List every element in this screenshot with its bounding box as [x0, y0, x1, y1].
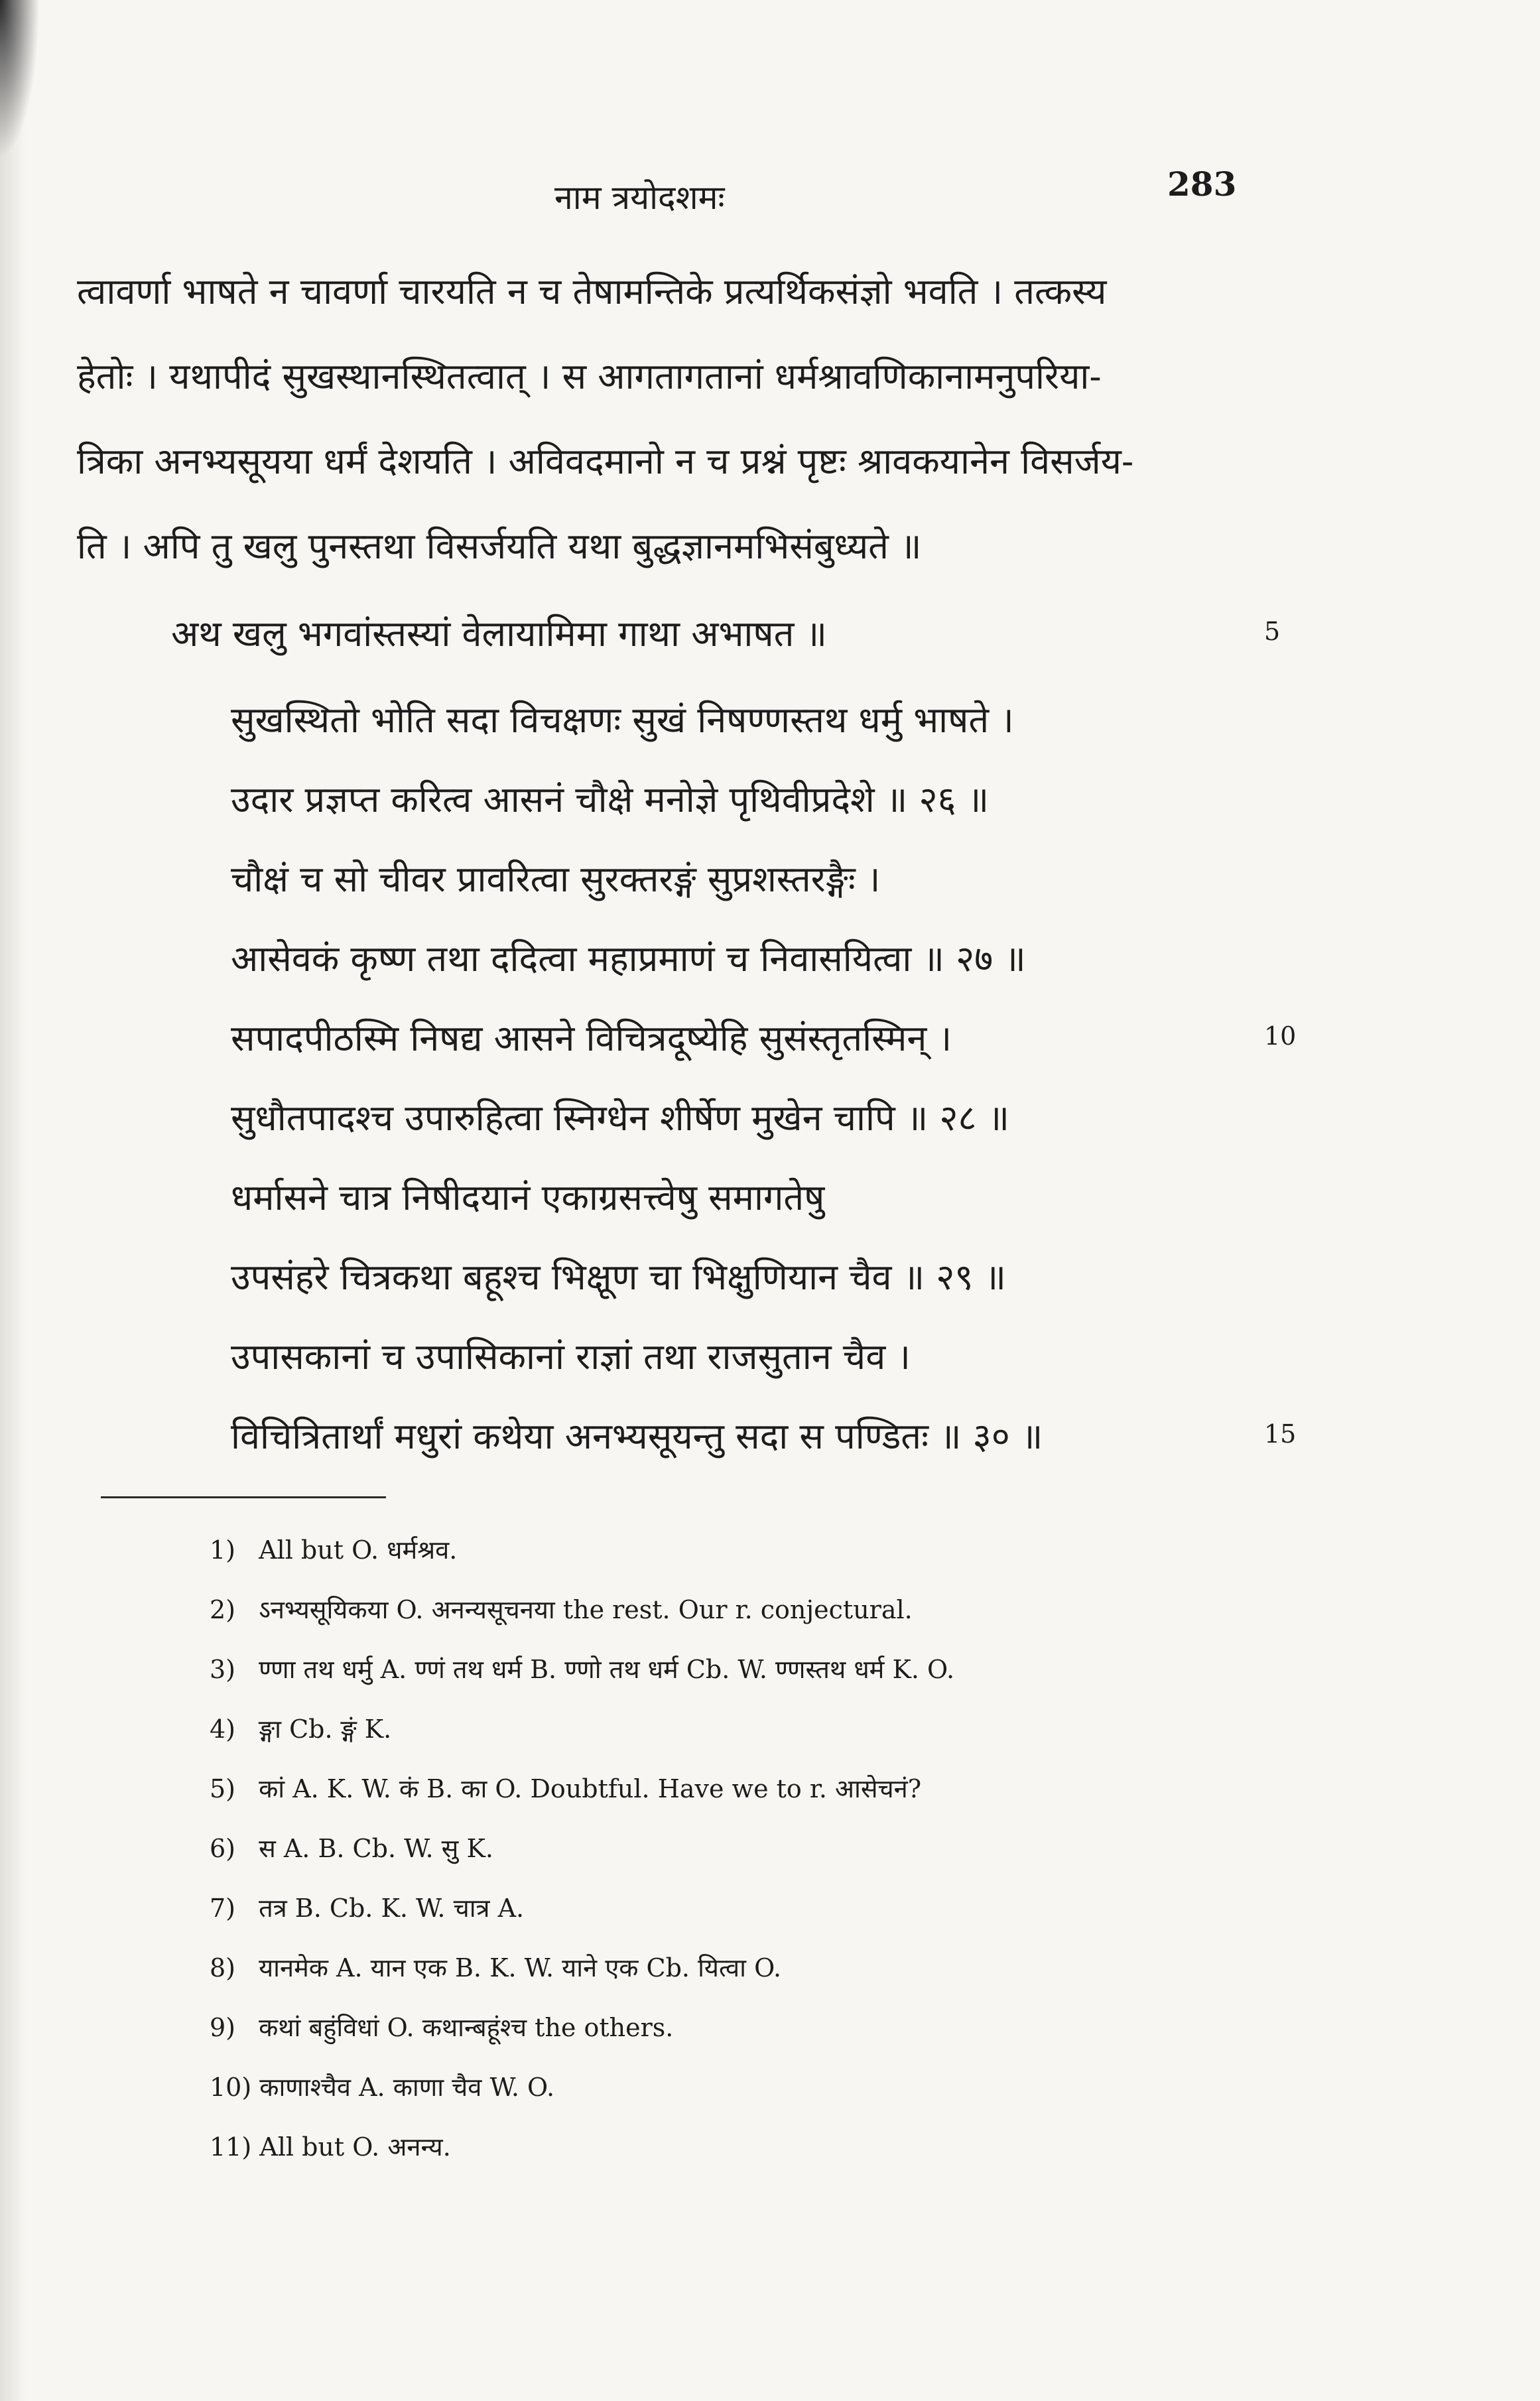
footnote-8	[210, 1950, 781, 1984]
running-header: नाम त्रयोदशमः	[554, 178, 725, 217]
footnote-2	[210, 1592, 913, 1626]
footnote-text: यानमेक A. यान एक B. K. W. याने एक Cb. यित्वा O.	[259, 1953, 782, 1982]
verse-line-8: उपसंहरे चित्रकथा बहूश्च भिक्षूण चा भिक्षुणियान चैव ॥ २९ ॥	[231, 1256, 1006, 1298]
footnote-7	[210, 1890, 524, 1925]
verse-line-2: उदार प्रज्ञप्त करित्व आसनं चौक्षे मनोज्ञे पृथिवीप्रदेशे ॥ २६ ॥	[231, 779, 990, 820]
prose-line-3: त्रिका अनभ्यसूयया धर्मं देशयति । अविवदमानो न च प्रश्नं पृष्टः श्रावकयानेन विसर्जय-	[77, 440, 1134, 482]
footnote-separator	[101, 1496, 386, 1498]
footnote-number: 4)	[210, 1715, 236, 1744]
footnote-text: काणाश्चैव A. काणा चैव W. O.	[259, 2073, 555, 2102]
footnote-10	[210, 2069, 554, 2104]
footnote-number: 1)	[210, 1535, 236, 1565]
prose-line-1: त्वावर्णा भाषते न चावर्णा चारयति न च तेषामन्तिके प्रत्यर्थिकसंज्ञो भवति । तत्कस्य	[77, 271, 1107, 312]
prose-line-4: ति । अपि तु खलु पुनस्तथा विसर्जयति यथा बुद्धज्ञानमभिसंबुध्यते ॥	[77, 525, 922, 567]
footnote-3	[210, 1652, 954, 1686]
page-number: 283	[1167, 164, 1237, 204]
line-number-5: 5	[1264, 617, 1281, 646]
footnote-6	[210, 1831, 493, 1865]
line-number-10: 10	[1264, 1021, 1297, 1051]
footnote-text: ऽनभ्यसूयिकया O. अनन्यसूचनया the rest. Our r. conjectural.	[259, 1595, 913, 1624]
verse-line-1: सुखस्थितो भोति सदा विचक्षणः सुखं निषण्णस्तथ धर्मु भाषते ।	[231, 699, 1014, 741]
footnote-number: 5)	[210, 1774, 236, 1803]
footnote-text: तत्र B. Cb. K. W. चात्र A.	[259, 1894, 525, 1923]
verse-line-3: चौक्षं च सो चीवर प्रावरित्वा सुरक्तरङ्गं सुप्रशस्तरङ्गैः ।	[231, 858, 881, 900]
footnote-text: ङ्गा Cb. ङ्गं K.	[259, 1715, 392, 1744]
prose-line-2: हेतोः । यथापीदं सुखस्थानस्थितत्वात् । स आगतागतानां धर्मश्रावणिकानामनुपरिया-	[77, 356, 1102, 397]
footnote-number: 11)	[210, 2132, 252, 2162]
footnote-number: 2)	[210, 1595, 236, 1624]
footnote-text: कां A. K. W. कं B. का O. Doubtful. Have we to r. आसेचनं?	[259, 1774, 922, 1803]
verse-line-4: आसेवकं कृष्ण तथा ददित्वा महाप्रमाणं च निवासयित्वा ॥ २७ ॥	[231, 938, 1026, 980]
footnote-number: 8)	[210, 1953, 236, 1982]
footnote-5	[210, 1771, 921, 1805]
footnote-text: ण्णा तथ धर्मु A. ण्णं तथ धर्म B. ण्णो तथ धर्म Cb. W. ण्णस्तथ धर्म K. O.	[259, 1655, 955, 1684]
line-number-15: 15	[1264, 1419, 1297, 1449]
verse-intro-line: अथ खलु भगवांस्तस्यां वेलायामिमा गाथा अभाषत ॥	[171, 613, 827, 655]
footnote-1	[210, 1532, 457, 1567]
footnote-text: All but O. धर्मश्रव.	[259, 1535, 458, 1565]
footnote-4	[210, 1711, 391, 1746]
verse-line-6: सुधौतपादश्च उपारुहित्वा स्निग्धेन शीर्षेण मुखेन चापि ॥ २८ ॥	[231, 1097, 1010, 1139]
verse-line-5: सपादपीठस्मि निषद्य आसने विचित्रदूष्येहि सुसंस्तृतस्मिन् ।	[231, 1017, 952, 1059]
footnote-number: 9)	[210, 2013, 236, 2042]
footnote-11	[210, 2129, 451, 2164]
verse-line-10: विचित्रितार्थां मधुरां कथेया अनभ्यसूयन्तु सदा स पण्डितः ॥ ३० ॥	[231, 1415, 1043, 1457]
footnote-9	[210, 2010, 673, 2044]
footnote-number: 6)	[210, 1834, 236, 1863]
verse-line-7: धर्मासने चात्र निषीदयानं एकाग्रसत्त्वेषु समागतेषु	[231, 1177, 825, 1218]
scan-edge-smudge	[0, 0, 40, 159]
verse-line-9: उपासकानां च उपासिकानां राज्ञां तथा राजसुतान चैव ।	[231, 1336, 911, 1378]
footnote-text: All but O. अनन्य.	[259, 2132, 451, 2162]
page-binding-edge	[0, 0, 25, 2401]
footnote-text: स A. B. Cb. W. सु K.	[259, 1834, 493, 1863]
footnote-text: कथां बहुंविधां O. कथान्बहूंश्च the others.	[259, 2013, 674, 2042]
footnote-number: 7)	[210, 1894, 236, 1923]
footnote-number: 3)	[210, 1655, 236, 1684]
footnote-number: 10)	[210, 2073, 252, 2102]
